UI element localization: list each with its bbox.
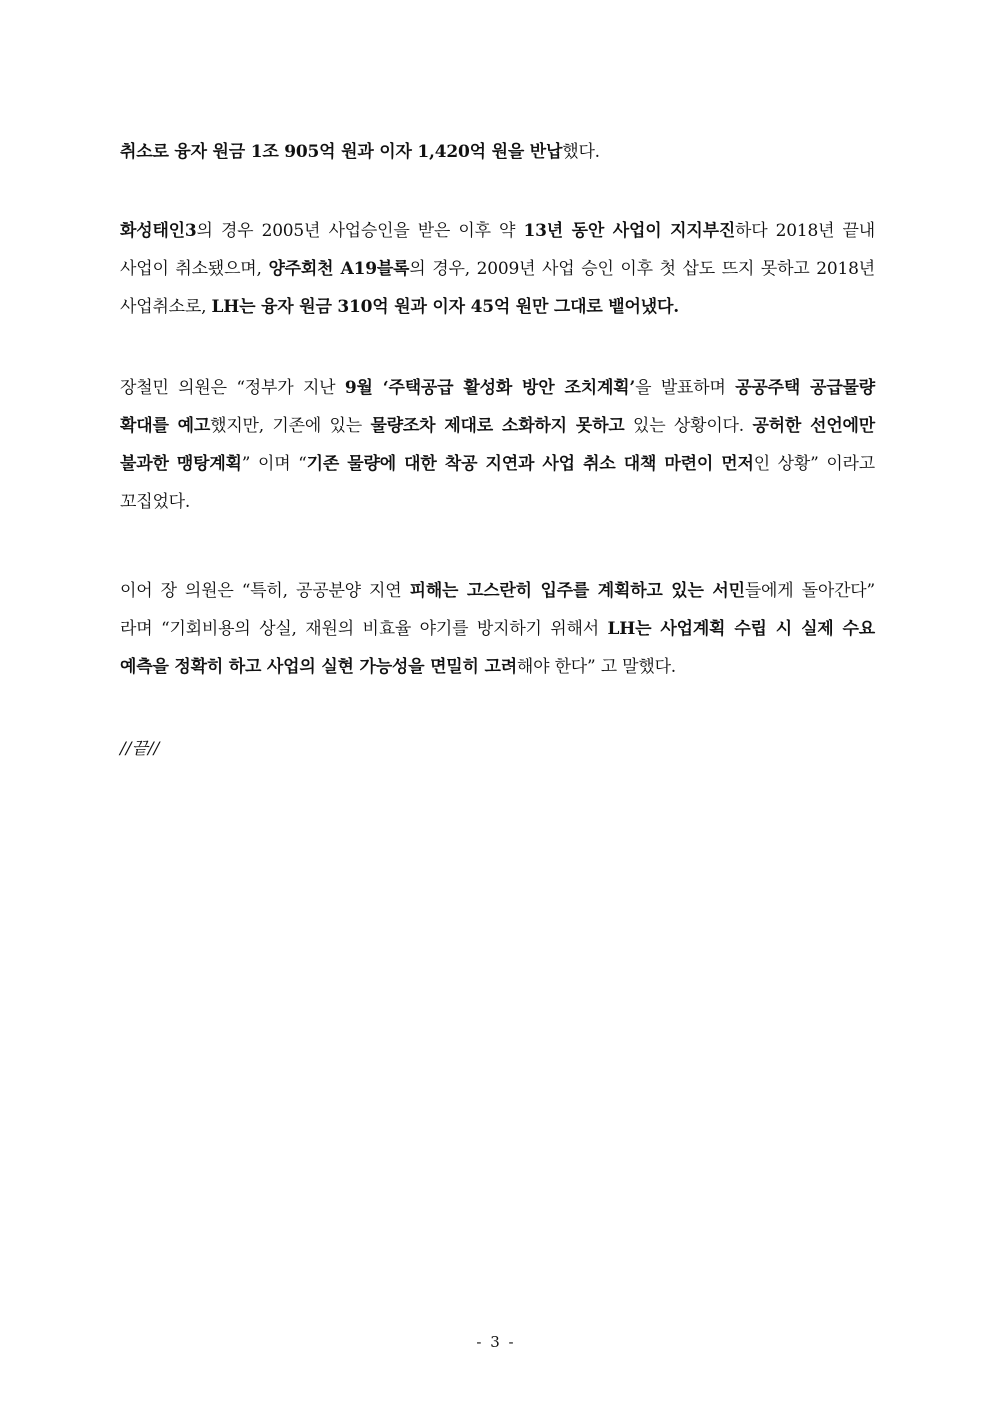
emphasized-text: 피해는 고스란히 입주를 계획하고 있는 서민 [409, 581, 745, 601]
emphasized-text: 물량조차 제대로 소화하지 못하고 [370, 416, 625, 436]
body-text: 의 경우, 2009년 사업 승인 이후 첫 삽도 뜨지 못하고 2018년 사업취소로, [120, 259, 875, 317]
body-text: 이어 장 의원은 “특히, 공공분양 지연 [120, 581, 410, 601]
body-text: 해야 한다” 고 말했다. [516, 657, 677, 677]
body-text: 장철민 의원은 “정부가 지난 [120, 378, 345, 398]
body-text: 했다. [562, 142, 600, 162]
emphasized-text: 공공주택 공급물량 확대를 예고 [120, 378, 875, 436]
emphasized-text: LH는 사업계획 수립 시 실제 수요 예측을 정확히 하고 사업의 실현 가능성을 면밀히 고려 [120, 619, 876, 677]
paragraph-4 [120, 572, 875, 686]
body-text: ” 이며 “ [241, 454, 307, 474]
paragraph-1 [120, 133, 875, 171]
emphasized-text: 공허한 선언에만 불과한 맹탕계획 [120, 416, 875, 474]
emphasized-text: 취소로 융자 원금 1조 905억 원과 이자 1,420억 원을 반납 [120, 142, 563, 162]
end-mark: //끝// [120, 739, 160, 759]
emphasized-text: 기존 물량에 대한 착공 지연과 사업 취소 대책 마련이 먼저 [306, 454, 754, 474]
body-text: 의 경우 2005년 사업승인을 받은 이후 약 [196, 221, 524, 241]
body-text: 있는 상황이다. [624, 416, 753, 436]
emphasized-text: 13년 동안 사업이 지지부진 [523, 221, 736, 241]
body-text: 들에게 돌아간다” 라며 “기회비용의 상실, 재원의 비효율 야기를 방지하기 위해서 [120, 581, 876, 639]
paragraph-2 [120, 212, 875, 326]
page-number: - 3 - [476, 1333, 516, 1351]
body-text: 을 발표하며 [635, 378, 736, 398]
emphasized-text: 9월 ‘주택공급 활성화 방안 조치계획’ [344, 378, 636, 398]
emphasized-text: LH는 융자 원금 310억 원과 이자 45억 원만 그대로 뱉어냈다. [211, 297, 679, 317]
emphasized-text: 양주회천 A19블록 [268, 259, 410, 279]
emphasized-text: 화성태인3 [120, 221, 197, 241]
body-text: 하다 2018년 끝내 사업이 취소됐으며, [120, 221, 876, 279]
body-text: 인 상황” 이라고 꼬집었다. [120, 454, 875, 512]
body-text: 했지만, 기존에 있는 [210, 416, 371, 436]
paragraph-3 [120, 369, 875, 521]
